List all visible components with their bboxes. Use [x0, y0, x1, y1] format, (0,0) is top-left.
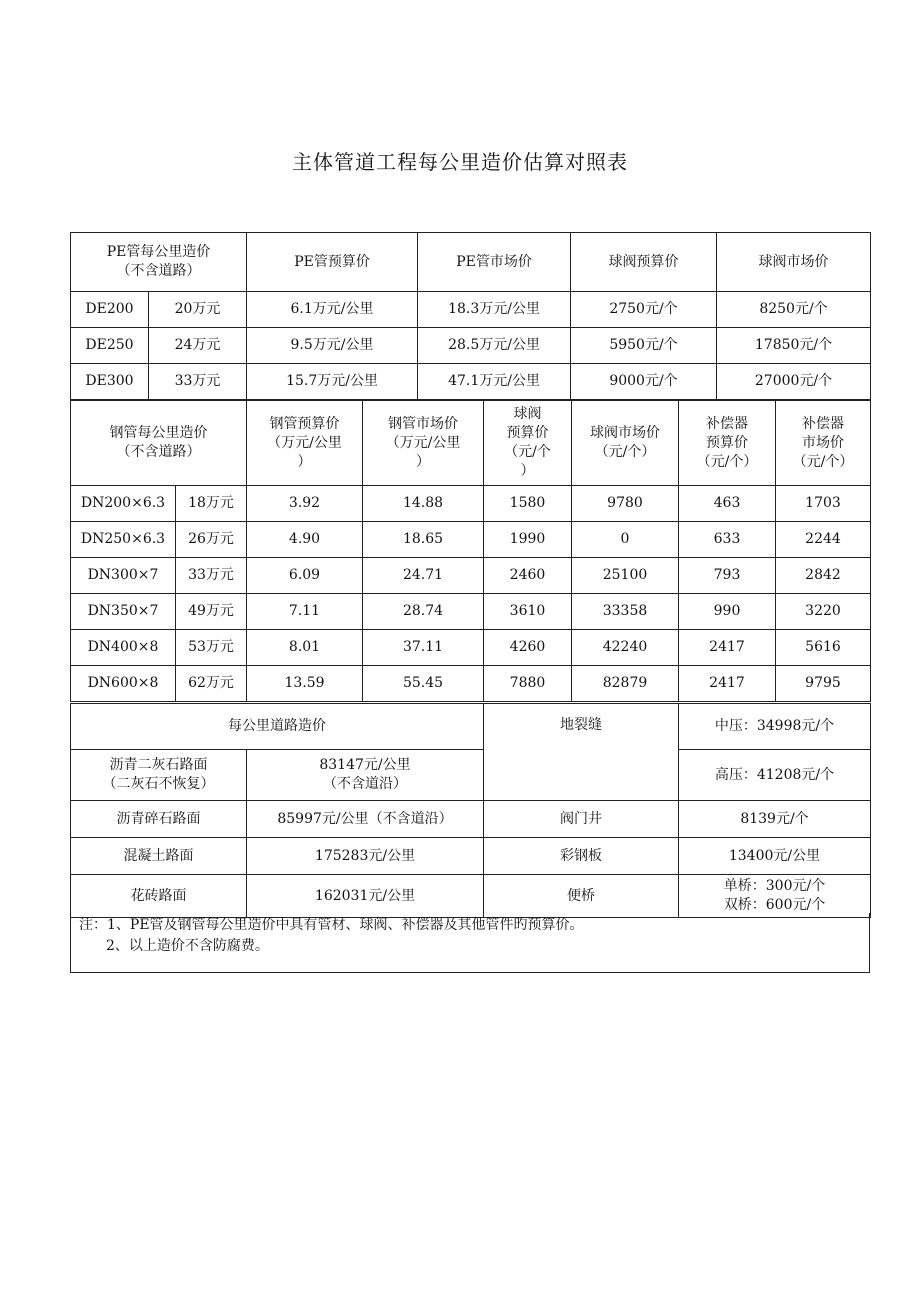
table-cell: 8.01: [247, 630, 363, 666]
note-line: 2、以上造价不含防腐费。: [106, 938, 269, 954]
table-cell: 3.92: [247, 486, 363, 522]
table-cell: 15.7万元/公里: [247, 364, 418, 400]
road-type-label: 花砖路面: [71, 875, 247, 918]
table-cell: 7.11: [247, 594, 363, 630]
table-cell: 2842: [776, 558, 871, 594]
table-cell: DE200: [71, 292, 149, 328]
table-cell: DN300×7: [71, 558, 176, 594]
table-cell: 463: [679, 486, 776, 522]
crack-high-pressure: 高压：41208元/个: [679, 750, 871, 801]
table-cell: 33万元: [176, 558, 247, 594]
table-row: [71, 801, 871, 838]
table-row: [71, 704, 871, 750]
table-cell: 793: [679, 558, 776, 594]
table-cell: 28.74: [363, 594, 484, 630]
table-cell: 17850元/个: [717, 328, 871, 364]
pe-header-cell: PE管每公里造价 （不含道路）: [71, 233, 247, 292]
item-label: 阀门井: [484, 801, 679, 838]
table-cell: 2417: [679, 630, 776, 666]
item-value: 8139元/个: [679, 801, 871, 838]
table-cell: 62万元: [176, 666, 247, 702]
steel-header-cell: 钢管预算价 （万元/公里 ）: [247, 401, 363, 486]
pe-header-cell: 球阀市场价: [717, 233, 871, 292]
road-type-label: 混凝土路面: [71, 838, 247, 875]
steel-header-cell: 补偿器 预算价 （元/个）: [679, 401, 776, 486]
pe-header-cell: 球阀预算价: [571, 233, 717, 292]
table-cell: 633: [679, 522, 776, 558]
notes-box: [70, 913, 870, 973]
table-cell: 25100: [572, 558, 679, 594]
table-row: [71, 364, 871, 400]
table-cell: DN200×6.3: [71, 486, 176, 522]
table-row: [71, 630, 871, 666]
item-label: 便桥: [484, 875, 679, 918]
table-cell: DN250×6.3: [71, 522, 176, 558]
table-row: [71, 594, 871, 630]
table-cell: 5950元/个: [571, 328, 717, 364]
road-type-value: 175283元/公里: [247, 838, 484, 875]
page-title: 主体管道工程每公里造价估算对照表: [292, 150, 628, 174]
table-cell: 47.1万元/公里: [418, 364, 571, 400]
steel-header-cell: 球阀市场价 （元/个）: [572, 401, 679, 486]
table-cell: 28.5万元/公里: [418, 328, 571, 364]
steel-header-cell: 补偿器 市场价 （元/个）: [776, 401, 871, 486]
table-cell: 3610: [484, 594, 572, 630]
road-type-value: 83147元/公里 （不含道沿）: [247, 750, 484, 801]
note-line: 注：1、PE管及钢管每公里造价中具有管材、球阀、补偿器及其他管件旳预算价。: [79, 917, 584, 933]
table-cell: 5616: [776, 630, 871, 666]
table-cell: 6.09: [247, 558, 363, 594]
table-cell: 6.1万元/公里: [247, 292, 418, 328]
table-cell: 8250元/个: [717, 292, 871, 328]
steel-header-cell: 钢管每公里造价 （不含道路）: [71, 401, 247, 486]
table-row: [71, 292, 871, 328]
table-cell: DE250: [71, 328, 149, 364]
table-cell: 9780: [572, 486, 679, 522]
table-cell: 53万元: [176, 630, 247, 666]
table-cell: 27000元/个: [717, 364, 871, 400]
table-cell: 18.3万元/公里: [418, 292, 571, 328]
table-cell: 7880: [484, 666, 572, 702]
pe-header-cell: PE管预算价: [247, 233, 418, 292]
table-row: [71, 750, 871, 801]
table-row: [71, 522, 871, 558]
table-cell: 82879: [572, 666, 679, 702]
table-row: [71, 558, 871, 594]
table-cell: DN350×7: [71, 594, 176, 630]
table-cell: 0: [572, 522, 679, 558]
table-row: [71, 486, 871, 522]
road-header: 每公里道路造价: [71, 704, 484, 750]
steel-header-row: [71, 401, 871, 486]
table-cell: 33358: [572, 594, 679, 630]
table-cell: 9795: [776, 666, 871, 702]
steel-pipe-table: [70, 400, 870, 702]
table-row: [71, 838, 871, 875]
table-cell: 9.5万元/公里: [247, 328, 418, 364]
table-cell: 18.65: [363, 522, 484, 558]
table-cell: 1703: [776, 486, 871, 522]
item-value: 单桥：300元/个 双桥：600元/个: [679, 875, 871, 918]
steel-header-cell: 钢管市场价 （万元/公里 ）: [363, 401, 484, 486]
table-cell: 4.90: [247, 522, 363, 558]
table-cell: 1990: [484, 522, 572, 558]
table-cell: 2244: [776, 522, 871, 558]
item-label: 彩钢板: [484, 838, 679, 875]
table-cell: 14.88: [363, 486, 484, 522]
pe-header-row: [71, 233, 871, 292]
table-cell: 55.45: [363, 666, 484, 702]
table-cell: 9000元/个: [571, 364, 717, 400]
table-cell: 26万元: [176, 522, 247, 558]
road-type-value: 162031元/公里: [247, 875, 484, 918]
table-cell: 1580: [484, 486, 572, 522]
table-cell: 49万元: [176, 594, 247, 630]
crack-label: 地裂缝: [484, 704, 679, 801]
road-type-label: 沥青碎石路面: [71, 801, 247, 838]
table-cell: 2417: [679, 666, 776, 702]
table-cell: DE300: [71, 364, 149, 400]
table-cell: 2460: [484, 558, 572, 594]
table-cell: 13.59: [247, 666, 363, 702]
table-cell: 20万元: [149, 292, 247, 328]
table-cell: 18万元: [176, 486, 247, 522]
road-cost-table: [70, 703, 870, 918]
table-cell: DN600×8: [71, 666, 176, 702]
road-type-label: 沥青二灰石路面 （二灰石不恢复）: [71, 750, 247, 801]
table-cell: 42240: [572, 630, 679, 666]
table-row: [71, 875, 871, 918]
crack-mid-pressure: 中压：34998元/个: [679, 704, 871, 750]
table-cell: 2750元/个: [571, 292, 717, 328]
table-cell: 4260: [484, 630, 572, 666]
table-cell: 3220: [776, 594, 871, 630]
item-value: 13400元/公里: [679, 838, 871, 875]
table-cell: 37.11: [363, 630, 484, 666]
table-cell: DN400×8: [71, 630, 176, 666]
pe-pipe-table: [70, 232, 870, 400]
table-cell: 990: [679, 594, 776, 630]
table-cell: 33万元: [149, 364, 247, 400]
steel-header-cell: 球阀 预算价 （元/个 ）: [484, 401, 572, 486]
table-cell: 24.71: [363, 558, 484, 594]
table-row: [71, 666, 871, 702]
table-row: [71, 328, 871, 364]
pe-header-cell: PE管市场价: [418, 233, 571, 292]
table-cell: 24万元: [149, 328, 247, 364]
road-type-value: 85997元/公里（不含道沿）: [247, 801, 484, 838]
